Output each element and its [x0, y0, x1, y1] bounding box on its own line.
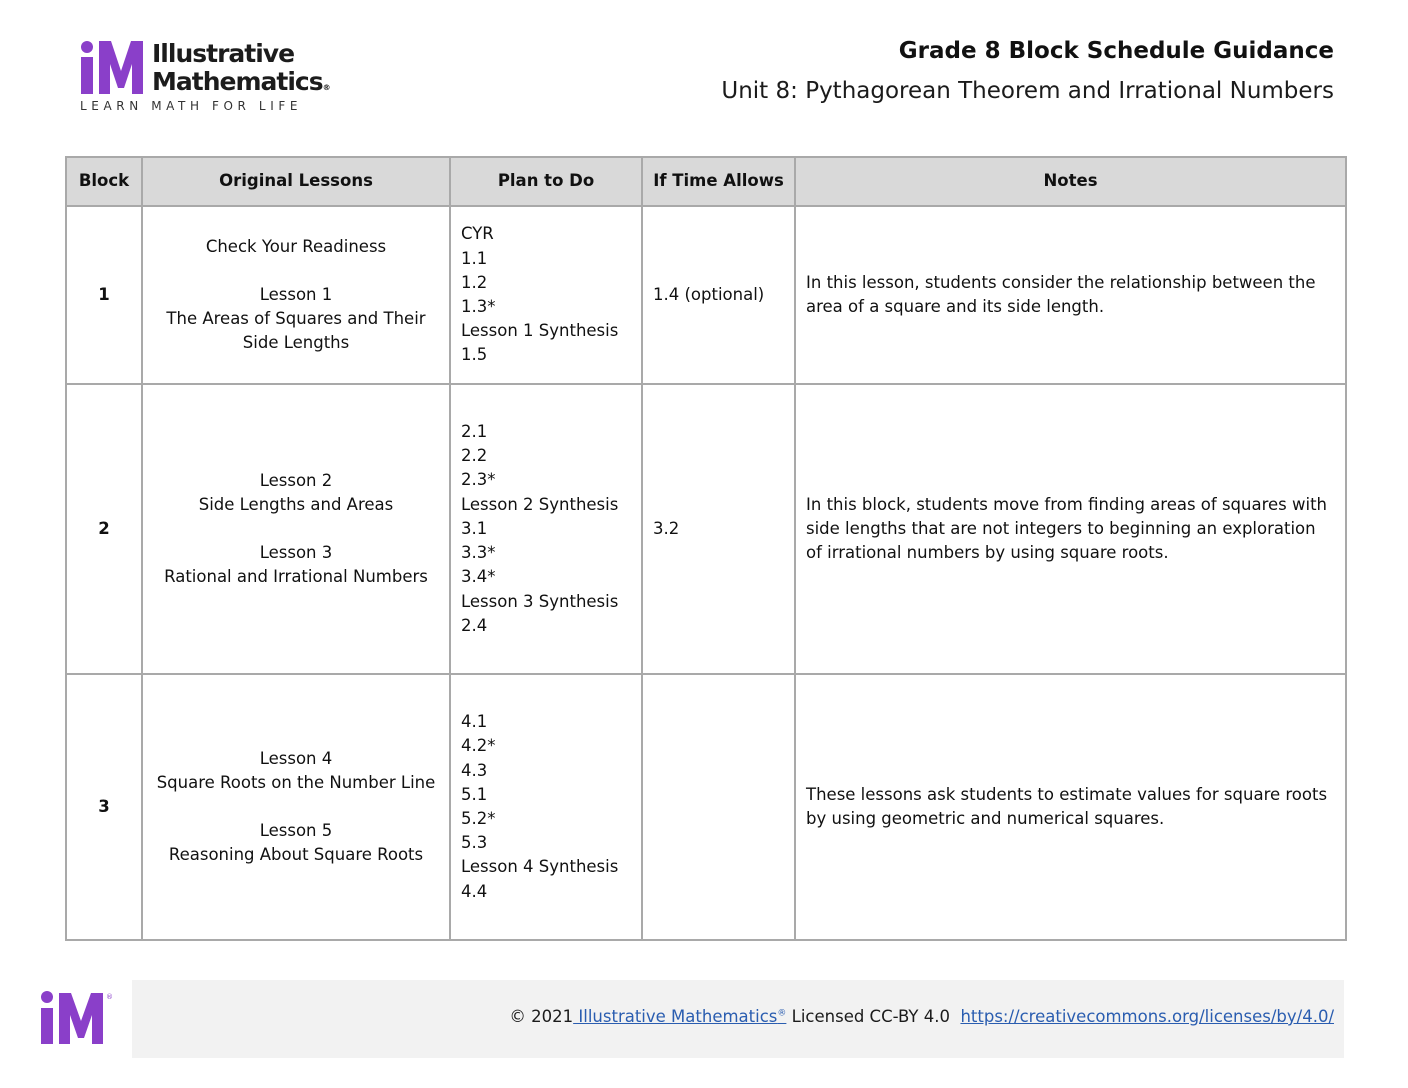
- page-subtitle: Unit 8: Pythagorean Theorem and Irrational Numbers: [721, 78, 1334, 104]
- original-lessons-cell: [142, 206, 450, 384]
- activity-item: 3.1: [461, 518, 488, 538]
- footer-bar: [132, 980, 1344, 1058]
- column-header-original-lessons: Original Lessons: [142, 157, 450, 206]
- column-header-plan-to-do: Plan to Do: [450, 157, 642, 206]
- activity-item: 2.1: [461, 422, 488, 442]
- notes-cell: In this block, students move from finding areas of squares with side lengths that are not integers to beginning an exploration of irrational numbers by using square roots.: [795, 384, 1346, 674]
- lesson-number: Lesson 1: [259, 284, 333, 304]
- activity-item: 3.4*: [461, 567, 496, 587]
- lesson-title: Square Roots on the Number Line: [156, 772, 436, 792]
- logo-tagline: LEARN MATH FOR LIFE: [80, 99, 303, 113]
- notes-cell: In this lesson, students consider the relationship between the area of a square and its side length.: [795, 206, 1346, 384]
- activity-item: 1.5: [461, 345, 488, 365]
- activity-item: 4.1: [461, 712, 488, 732]
- activity-item: 4.3: [461, 760, 488, 780]
- lesson-number: Lesson 2: [259, 470, 333, 490]
- activity-item: Lesson 4 Synthesis: [461, 857, 619, 877]
- lesson-number: Lesson 4: [259, 748, 333, 768]
- activity-item: 5.2*: [461, 809, 496, 828]
- footer-text: [509, 1007, 1334, 1026]
- lesson-number: Lesson 5: [259, 821, 333, 840]
- if-time-allows-cell: [642, 674, 795, 940]
- activity-item: 2.4: [461, 615, 488, 635]
- activity-item: 5.3: [461, 833, 488, 853]
- lesson-title: Rational and Irrational Numbers: [164, 567, 428, 587]
- plan-to-do-cell: [450, 674, 642, 940]
- im-logo: [78, 38, 348, 118]
- table-header-row: [66, 157, 1346, 206]
- block-number: 1: [66, 206, 142, 384]
- lesson-title: Check Your Readiness: [205, 236, 387, 256]
- column-header-block: Block: [66, 157, 142, 206]
- activity-item: 1.1: [461, 248, 488, 268]
- activity-item: Lesson 2 Synthesis: [461, 494, 619, 514]
- activity-item: 2.2: [461, 446, 488, 466]
- activity-item: CYR: [461, 224, 494, 244]
- logo-wordmark: Illustrative Mathematics®: [152, 39, 330, 96]
- activity-item: 1.3*: [461, 297, 496, 316]
- column-header-if-time-allows: If Time Allows: [642, 157, 795, 206]
- block-number: 2: [66, 384, 142, 674]
- activity-item: Lesson 3 Synthesis: [461, 591, 619, 611]
- table-row: [66, 384, 1346, 674]
- im-logo-mark-icon: [78, 40, 144, 94]
- activity-item: 4.4: [461, 881, 488, 901]
- page-title: Grade 8 Block Schedule Guidance: [898, 38, 1334, 64]
- lesson-title: Reasoning About Square Roots: [168, 845, 424, 865]
- plan-to-do-cell: [450, 206, 642, 384]
- activity-item: 5.1: [461, 784, 488, 804]
- activity-item: 3.3*: [461, 543, 496, 563]
- activity-item: 2.3*: [461, 470, 496, 490]
- original-lessons-cell: [142, 384, 450, 674]
- activity-item: 4.2*: [461, 736, 496, 756]
- schedule-table: [65, 156, 1347, 941]
- if-time-allows-cell: 1.4 (optional): [642, 206, 795, 384]
- block-number: 3: [66, 674, 142, 940]
- original-lessons-cell: [142, 674, 450, 940]
- plan-to-do-cell: [450, 384, 642, 674]
- lesson-title: Side Lengths and Areas: [198, 494, 394, 514]
- license-text: Licensed CC-BY 4.0: [786, 1007, 961, 1026]
- license-url-link[interactable]: https://creativecommons.org/licenses/by/4.0/: [960, 1007, 1334, 1026]
- illustrative-mathematics-link[interactable]: Illustrative Mathematics®: [573, 1007, 787, 1026]
- activity-item: 1.2: [461, 272, 488, 292]
- lesson-number: Lesson 3: [259, 543, 333, 562]
- lesson-title: The Areas of Squares and Their Side Lengths: [166, 309, 426, 353]
- table-row: [66, 206, 1346, 384]
- notes-cell: These lessons ask students to estimate values for square roots by using geometric and numerical squares.: [795, 674, 1346, 940]
- copyright-text: © 2021: [509, 1007, 574, 1026]
- table-row: [66, 674, 1346, 940]
- activity-item: Lesson 1 Synthesis: [461, 321, 619, 341]
- im-footer-logo-icon: [38, 990, 114, 1046]
- column-header-notes: Notes: [795, 157, 1346, 206]
- svg-text:®: ®: [106, 993, 113, 1001]
- if-time-allows-cell: 3.2: [642, 384, 795, 674]
